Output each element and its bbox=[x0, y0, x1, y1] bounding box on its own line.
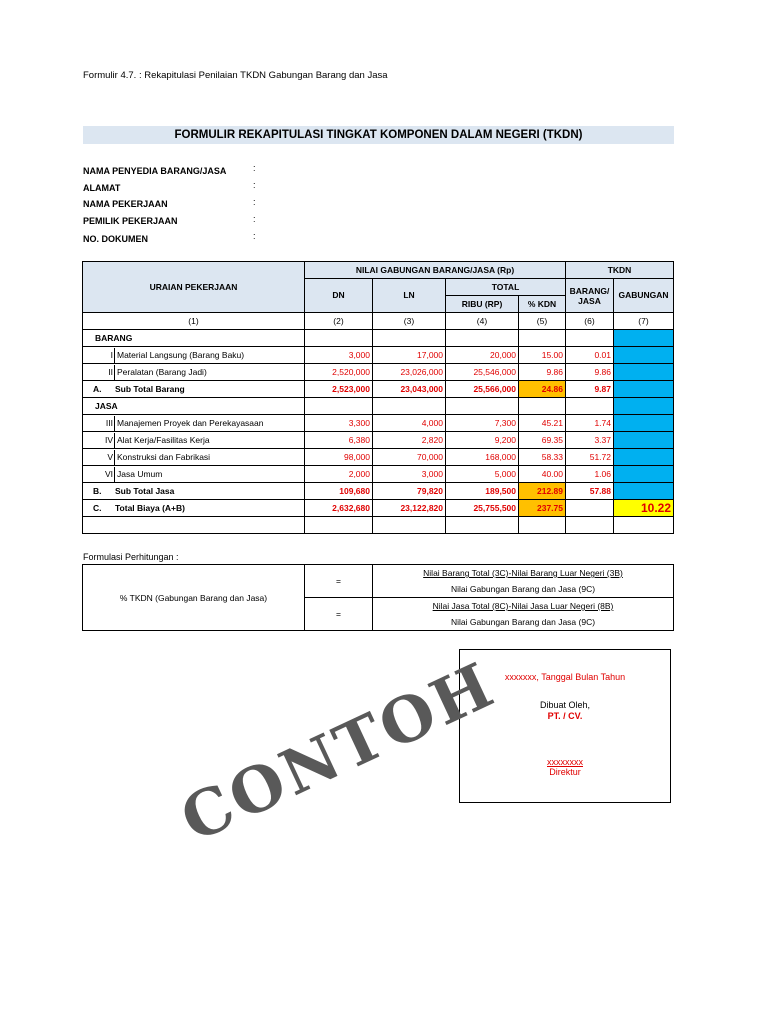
ln-value: 17,000 bbox=[373, 347, 446, 364]
ln-value: 2,820 bbox=[373, 432, 446, 449]
ribu-value: 9,200 bbox=[446, 432, 519, 449]
total-row bbox=[83, 500, 674, 517]
row-name: Jasa Umum bbox=[117, 468, 163, 479]
signature-box bbox=[459, 649, 671, 803]
row-label bbox=[83, 381, 305, 398]
ribu-value: 168,000 bbox=[446, 449, 519, 466]
row-code: A. bbox=[93, 383, 102, 394]
barang-jasa-value: 1.06 bbox=[566, 466, 614, 483]
section-label-barang: BARANG bbox=[83, 330, 305, 347]
row-name: Alat Kerja/Fasilitas Kerja bbox=[117, 434, 210, 445]
field-colon: : bbox=[253, 163, 256, 173]
kdn-value: 237.75 bbox=[519, 500, 566, 517]
ribu-value: 20,000 bbox=[446, 347, 519, 364]
row-name: Total Biaya (A+B) bbox=[115, 502, 185, 513]
section-row-jasa bbox=[83, 398, 674, 415]
row-code: C. bbox=[93, 502, 102, 513]
form-reference: Formulir 4.7. : Rekapitulasi Penilaian TKDN Gabungan Barang dan Jasa bbox=[83, 70, 388, 81]
barang-jasa-value: 0.01 bbox=[566, 347, 614, 364]
col-number: (5) bbox=[519, 313, 566, 330]
field-colon: : bbox=[253, 214, 256, 224]
dn-value: 2,523,000 bbox=[305, 381, 373, 398]
kdn-value: 212.89 bbox=[519, 483, 566, 500]
kdn-value: 40.00 bbox=[519, 466, 566, 483]
dn-value: 109,680 bbox=[305, 483, 373, 500]
kdn-value: 58.33 bbox=[519, 449, 566, 466]
row-label bbox=[83, 466, 305, 483]
table-row bbox=[83, 415, 674, 432]
field-colon: : bbox=[253, 197, 256, 207]
gabungan-cell bbox=[614, 398, 674, 415]
col-number: (3) bbox=[373, 313, 446, 330]
column-number-row bbox=[83, 313, 674, 330]
header-nilai: NILAI GABUNGAN BARANG/JASA (Rp) bbox=[305, 262, 566, 279]
col-number: (4) bbox=[446, 313, 519, 330]
dn-value: 2,520,000 bbox=[305, 364, 373, 381]
gabungan-cell bbox=[614, 449, 674, 466]
ribu-value: 25,546,000 bbox=[446, 364, 519, 381]
barang-jasa-value: 9.87 bbox=[566, 381, 614, 398]
ribu-value: 25,566,000 bbox=[446, 381, 519, 398]
row-label bbox=[83, 432, 305, 449]
tkdn-table bbox=[82, 261, 674, 534]
col-number: (7) bbox=[614, 313, 674, 330]
header-ribu: RIBU (RP) bbox=[446, 296, 519, 313]
empty-row bbox=[83, 517, 674, 534]
formula-equals: = bbox=[305, 565, 373, 598]
table-row bbox=[83, 432, 674, 449]
ribu-value: 5,000 bbox=[446, 466, 519, 483]
formula-equals: = bbox=[305, 598, 373, 631]
row-label bbox=[83, 449, 305, 466]
row-label bbox=[83, 347, 305, 364]
row-label bbox=[83, 500, 305, 517]
section-label-jasa: JASA bbox=[83, 398, 305, 415]
table-row bbox=[83, 364, 674, 381]
row-label bbox=[83, 483, 305, 500]
ln-value: 3,000 bbox=[373, 466, 446, 483]
gabungan-cell bbox=[614, 466, 674, 483]
row-number: V bbox=[85, 450, 115, 465]
form-title: FORMULIR REKAPITULASI TINGKAT KOMPONEN DALAM NEGERI (TKDN) bbox=[83, 126, 674, 144]
header-pct-kdn: % KDN bbox=[519, 296, 566, 313]
formula-numerator-1 bbox=[373, 565, 674, 582]
ln-value: 23,122,820 bbox=[373, 500, 446, 517]
row-number: IV bbox=[85, 433, 115, 448]
kdn-value: 24.86 bbox=[519, 381, 566, 398]
ln-value: 23,026,000 bbox=[373, 364, 446, 381]
row-name: Konstruksi dan Fabrikasi bbox=[117, 451, 211, 462]
made-by: Dibuat Oleh, bbox=[539, 700, 591, 710]
header-uraian: URAIAN PEKERJAAN bbox=[83, 262, 305, 313]
formula-table bbox=[82, 564, 674, 631]
kdn-value: 15.00 bbox=[519, 347, 566, 364]
field-colon: : bbox=[253, 180, 256, 190]
watermark: CONTOH bbox=[170, 647, 507, 857]
dn-value: 3,300 bbox=[305, 415, 373, 432]
gabungan-cell bbox=[614, 483, 674, 500]
gabungan-cell bbox=[614, 381, 674, 398]
kdn-value: 69.35 bbox=[519, 432, 566, 449]
company: PT. / CV. bbox=[547, 711, 583, 721]
place-date: xxxxxxx, Tanggal Bulan Tahun bbox=[504, 672, 626, 682]
gabungan-cell bbox=[614, 432, 674, 449]
formula-title: Formulasi Perhitungan : bbox=[83, 552, 179, 562]
dn-value: 2,000 bbox=[305, 466, 373, 483]
row-label bbox=[83, 364, 305, 381]
formula-label: % TKDN (Gabungan Barang dan Jasa) bbox=[83, 565, 305, 631]
col-number: (2) bbox=[305, 313, 373, 330]
gabungan-cell bbox=[614, 330, 674, 347]
gabungan-cell bbox=[614, 364, 674, 381]
row-name: Material Langsung (Barang Baku) bbox=[117, 349, 245, 360]
gabungan-cell bbox=[614, 347, 674, 364]
formula-denominator-2: Nilai Gabungan Barang dan Jasa (9C) bbox=[373, 614, 674, 631]
table-row bbox=[83, 449, 674, 466]
barang-jasa-value: 57.88 bbox=[566, 483, 614, 500]
signer-position: Direktur bbox=[549, 767, 581, 777]
formula-numerator-2 bbox=[373, 598, 674, 615]
formula-denominator-1: Nilai Gabungan Barang dan Jasa (9C) bbox=[373, 581, 674, 598]
field-label-job-name: NAMA PEKERJAAN bbox=[83, 199, 168, 209]
ln-value: 4,000 bbox=[373, 415, 446, 432]
signer-name: xxxxxxxx bbox=[547, 757, 583, 767]
numerator-text: Nilai Jasa Total (8C)-Nilai Jasa Luar Negeri (8B) bbox=[432, 601, 614, 611]
gabungan-cell bbox=[614, 415, 674, 432]
dn-value: 2,632,680 bbox=[305, 500, 373, 517]
col-number: (1) bbox=[83, 313, 305, 330]
col-number: (6) bbox=[566, 313, 614, 330]
header-dn: DN bbox=[305, 279, 373, 313]
field-label-provider: NAMA PENYEDIA BARANG/JASA bbox=[83, 166, 227, 176]
row-number: VI bbox=[85, 467, 115, 482]
row-number: III bbox=[85, 416, 115, 431]
field-colon: : bbox=[253, 231, 256, 241]
ribu-value: 189,500 bbox=[446, 483, 519, 500]
ln-value: 70,000 bbox=[373, 449, 446, 466]
subtotal-row-barang bbox=[83, 381, 674, 398]
subtotal-row-jasa bbox=[83, 483, 674, 500]
barang-jasa-value: 3.37 bbox=[566, 432, 614, 449]
ln-value: 79,820 bbox=[373, 483, 446, 500]
header-ln: LN bbox=[373, 279, 446, 313]
table-row bbox=[83, 466, 674, 483]
row-name: Sub Total Jasa bbox=[115, 485, 175, 496]
row-code: B. bbox=[93, 485, 102, 496]
ribu-value: 7,300 bbox=[446, 415, 519, 432]
numerator-text: Nilai Barang Total (3C)-Nilai Barang Luar Negeri (3B) bbox=[423, 568, 623, 578]
barang-jasa-value: 51.72 bbox=[566, 449, 614, 466]
row-number: I bbox=[85, 348, 115, 363]
ribu-value: 25,755,500 bbox=[446, 500, 519, 517]
field-label-address: ALAMAT bbox=[83, 183, 121, 193]
row-name: Manajemen Proyek dan Perekayasaan bbox=[117, 417, 264, 428]
row-number: II bbox=[85, 365, 115, 380]
section-row-barang bbox=[83, 330, 674, 347]
barang-jasa-value: 1.74 bbox=[566, 415, 614, 432]
barang-jasa-value bbox=[566, 500, 614, 517]
header-barang-jasa: BARANG/ JASA bbox=[566, 279, 614, 313]
row-label bbox=[83, 415, 305, 432]
ln-value: 23,043,000 bbox=[373, 381, 446, 398]
dn-value: 6,380 bbox=[305, 432, 373, 449]
row-name: Peralatan (Barang Jadi) bbox=[117, 366, 207, 377]
dn-value: 3,000 bbox=[305, 347, 373, 364]
header-gabungan: GABUNGAN bbox=[614, 279, 674, 313]
kdn-value: 45.21 bbox=[519, 415, 566, 432]
barang-jasa-value: 9.86 bbox=[566, 364, 614, 381]
dn-value: 98,000 bbox=[305, 449, 373, 466]
field-label-doc-no: NO. DOKUMEN bbox=[83, 234, 148, 244]
field-label-job-owner: PEMILIK PEKERJAAN bbox=[83, 216, 178, 226]
row-name: Sub Total Barang bbox=[115, 383, 185, 394]
table-row bbox=[83, 347, 674, 364]
tkdn-gabungan-value: 10.22 bbox=[614, 500, 674, 517]
header-total: TOTAL bbox=[446, 279, 566, 296]
header-tkdn: TKDN bbox=[566, 262, 674, 279]
kdn-value: 9.86 bbox=[519, 364, 566, 381]
